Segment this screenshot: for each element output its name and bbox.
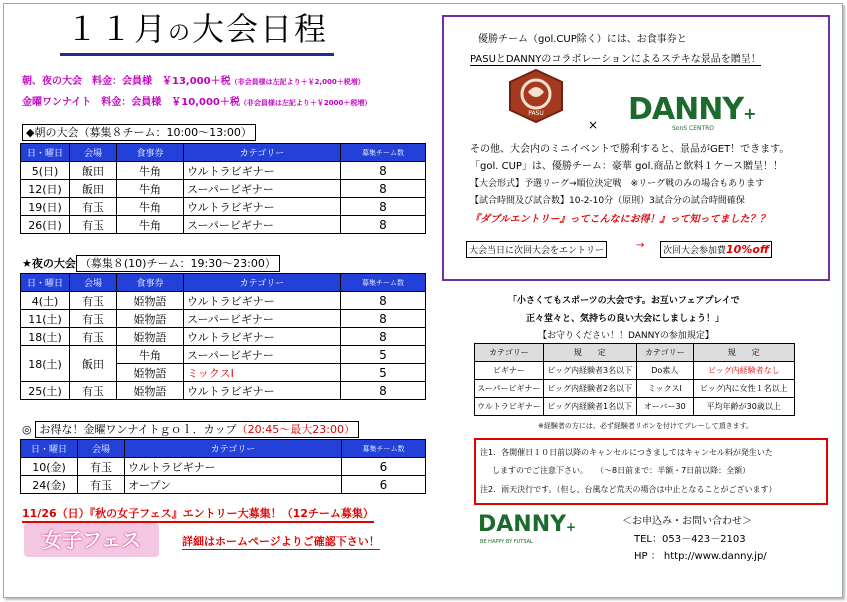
price-friday: 金曜ワンナイト 料金：会員様 ￥10,000＋税（非会員様は左記より＋￥2000＋税増） [22, 97, 372, 108]
friday-heading: ◎ お得な！金曜ワンナイトｇｏｌ．カップ（20:45～最大23:00） [22, 421, 359, 437]
panel-line2: PASUとDANNYのコラボレーションによるステキな景品を贈呈！ [470, 50, 761, 66]
fes-entry-line: 11/26（日）『秋の女子フェス』エントリー大募集！（12チーム募集） [22, 505, 374, 523]
x-mark: × [588, 118, 599, 132]
col-date: 日・曜日 [21, 144, 70, 162]
panel-line3: その他、大会内のミニイベントで勝利すると、景品がGET！できます。 [470, 144, 790, 155]
table-row: 19(日) 有玉 牛角 ウルトラビギナー 8 [21, 198, 426, 216]
table-row: 26(日) 有玉 牛角 スーパービギナー 8 [21, 216, 426, 234]
col-meal: 食事券 [117, 144, 184, 162]
table-row: 18(土) 有玉 姫物語 ウルトラビギナー 8 [21, 328, 426, 346]
notice-1b: しますのでご注意下さい。 （～8日前まで：半額・7日前以降：全額） [492, 466, 751, 475]
table-row: 5(日) 飯田 牛角 ウルトラビギナー 8 [21, 162, 426, 180]
danny-contact-sub: BE HAPPY BY FUTSAL [480, 539, 533, 545]
table-row: 10(金) 有玉 ウルトラビギナー 6 [21, 458, 426, 476]
panel-line7: 『ダブルエントリー』ってこんなにお得！』って知ってました？？ [470, 214, 770, 225]
morning-table [20, 143, 426, 234]
table-row: 姫物語 ミックスⅠ 5 [21, 364, 426, 382]
fes-detail: 詳細はホームページよりご確認下さい！ [182, 535, 380, 548]
table-row: 11(土) 有玉 姫物語 スーパービギナー 8 [21, 310, 426, 328]
notice-2: 注2．雨天決行です。（但し、台風など荒天の場合は中止となることがございます） [480, 485, 777, 494]
contact-heading: ＜お申込み・お問い合わせ＞ [622, 516, 752, 527]
danny-contact-logo: DANNY+ [478, 512, 577, 537]
notice-1a: 注1．各開催日１０日前以降のキャンセルにつきましてはキャンセル料が発生いた [480, 448, 773, 457]
discount-box: 次回大会参加費10%off [660, 241, 772, 258]
table-row: ウルトラビギナー ビッグ内経験者1名以下 オーバー30 平均年齢が30歳以上 [475, 398, 795, 416]
table-row: 24(金) 有玉 オープン 6 [21, 476, 426, 494]
panel-line4: 「gol. CUP」は、優勝チーム：豪華 gol.商品と飲料１ケース贈呈！！ [470, 161, 784, 172]
table-row: 18(土) 飯田 牛角 スーパービギナー 5 [21, 346, 426, 364]
table-row: 25(土) 有玉 姫物語 ウルトラビギナー 8 [21, 382, 426, 400]
col-venue: 会場 [70, 144, 117, 162]
table-row: スーパービギナー ビッグ内経験者2名以下 ミックスⅠ ビッグ内に女性１名以上 [475, 380, 795, 398]
rules-table: カテゴリー 規 定 カテゴリー 規 定 ビギナー ビッグ内経験者3名以下 Do素人 ビッグ内経験者なし スーパービギナー ビッグ内経験者2名以下 ミックスⅠ ビッグ内に女性１名以上 ウルトラビギナー ビッグ内経験者1名以下 オーバー30 平均年齢が30歳以上 [474, 343, 795, 416]
table-row: 12(日) 飯田 牛角 スーパービギナー 8 [21, 180, 426, 198]
page-title: １１月の大会日程 [60, 10, 334, 56]
danny-logo: DANNY+ [628, 92, 756, 127]
contact-hp[interactable]: HP ： http://www.danny.jp/ [634, 551, 767, 562]
danny-sub: SonS CENTRO [672, 125, 715, 132]
table-row: 4(土) 有玉 姫物語 ウルトラビギナー 8 [21, 292, 426, 310]
fair-line1: 「小さくてもスポーツの大会です。お互いフェアプレイで [508, 296, 740, 306]
night-heading: ★夜の大会 （募集８(10)チーム：19:30～23:00） [22, 255, 280, 271]
contact-tel: TEL：053－423－2103 [634, 534, 746, 545]
panel-line5: 【大会形式】予選リーグ→順位決定戦 ※リーグ戦のみの場合もあります [470, 179, 765, 189]
price-morning-night: 朝、夜の大会 料金：会員様 ￥13,000＋税（非会員様は左記より＋￥2,000＋税増） [22, 76, 365, 87]
panel-line6: 【試合時間及び試合数】10-2-10分（原則）3試合分の試合時間確保 [470, 196, 745, 206]
entry-box: 大会当日に次回大会をエントリー [466, 241, 607, 258]
night-table: 日・曜日 会場 食事券 カテゴリー 募集チーム数 4(土) 有玉 姫物語 ウルトラビギナー 8 11(土) 有玉 姫物語 スーパービギナー 8 18(土) 有玉 姫物語 ウルトラビギナー 8 18(土) 飯田 牛角 スーパービギナー 5 姫物語 ミックスⅠ 5 25(土) 有玉 姫物語 ウルトラビギナー 8 [20, 273, 426, 400]
friday-table: 日・曜日 会場 カテゴリー 募集チーム数 10(金) 有玉 ウルトラビギナー 6 24(金) 有玉 オープン 6 [20, 439, 426, 494]
panel-line1: 優勝チーム（gol.CUP除く）には、お食事券と [478, 34, 687, 45]
table-row: ビギナー ビッグ内経験者3名以下 Do素人 ビッグ内経験者なし [475, 362, 795, 380]
pasu-logo: PASU [508, 68, 564, 124]
fair-line3: 【お守りください！！DANNYの参加規定】 [538, 331, 714, 341]
rules-note: ※経験者の方には、必ず経験者リボンを付けてプレーして頂きます。 [538, 422, 754, 430]
joshi-fes-logo: 女子フェス [24, 523, 159, 557]
col-teams: 募集チーム数 [341, 144, 426, 162]
col-category: カテゴリー [184, 144, 341, 162]
morning-heading: ◆朝の大会（募集８チーム：10:00～13:00） [22, 124, 256, 140]
arrow: → [636, 240, 645, 251]
fair-line2: 正々堂々と、気持ちの良い大会にしましょう！」 [526, 314, 725, 324]
